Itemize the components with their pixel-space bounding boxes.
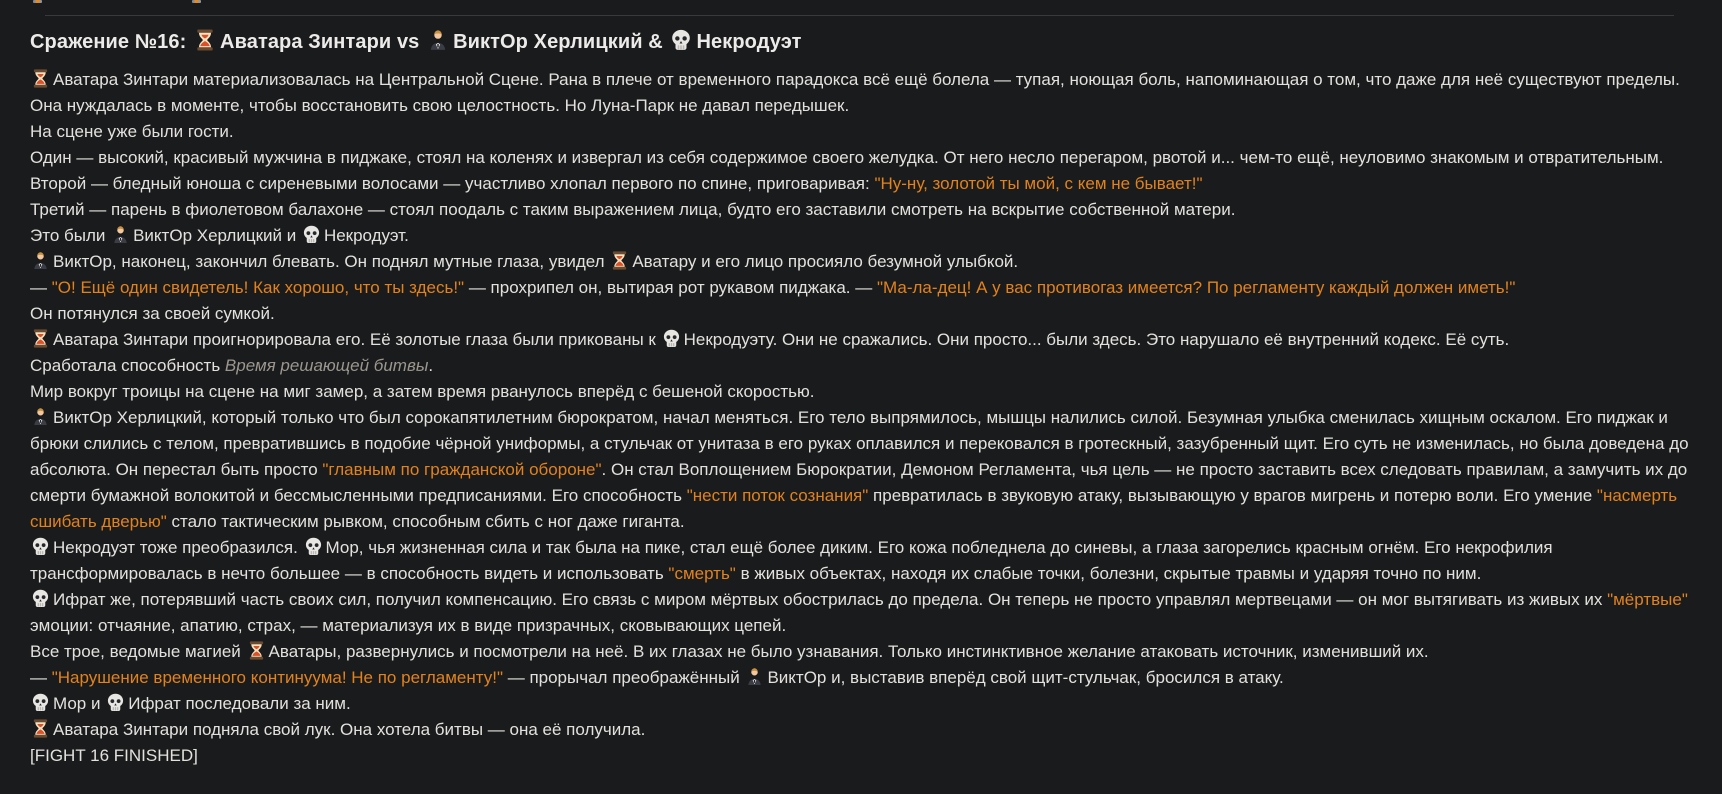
skull-icon (670, 29, 692, 51)
log-text: Сражение №16: (30, 31, 193, 53)
log-text: . (428, 356, 434, 375)
log-text: стало тактическим рывком, способным сбить с ног даже гиганта. (166, 512, 685, 531)
bureaucrat-icon (745, 667, 764, 686)
log-line (30, 639, 1692, 665)
hourglass-icon (247, 641, 266, 660)
log-text: Третий — парень в фиолетовом балахоне — стоял поодаль с таким выражением лица, будто его заставили смотреть на вскрытие собственной матери. (30, 200, 1236, 219)
log-text: Некродуэту. Они не сражались. Они просто... были здесь. Это нарушало её внутренний кодекс. Её суть. (683, 330, 1510, 349)
log-line (30, 691, 1692, 717)
skull-icon (31, 589, 50, 608)
log-line (30, 379, 1692, 405)
log-line (30, 587, 1692, 639)
log-line (30, 197, 1692, 223)
log-text: Аватару и его лицо просияло безумной улыбкой. (632, 252, 1019, 271)
log-text: Один — высокий, красивый мужчина в пиджаке, стоял на коленях и извергал из себя содержимое своего желудка. От него несло перегаром, рвотой и... чем-то ещё, неуловимо знакомым и отвратительным. (30, 148, 1664, 167)
log-line (30, 301, 1692, 327)
log-line (30, 665, 1692, 691)
battle-log (30, 67, 1692, 769)
battle-report (30, 28, 1692, 769)
log-text: Он потянулся за своей сумкой. (30, 304, 275, 323)
quote-text: "мёртвые" (1607, 590, 1688, 609)
log-text: ВиктОр Херлицкий и (133, 226, 301, 245)
log-text: Некродуэт (696, 31, 802, 53)
log-text: Сработала способность (30, 356, 225, 375)
log-text: Аватара Зинтари проигнорировала его. Её золотые глаза были прикованы к (53, 330, 661, 349)
log-text: ВиктОр Херлицкий, который только что был сорокапятилетним бюрократом, начал меняться. Его тело выпрямилось, мышцы налились силой. Безумная улыбка сменилась хищным оскалом. Его пиджак и брюки слились с телом, превратившись в подобие чёрной униформы, а стульчак от унитаза в его руках оплавился и перековался в гротескный, зазубренный щит. Его суть не изменилась, но была доведена до абсолюта. Он перестал быть просто (30, 408, 1689, 479)
skull-icon (31, 537, 50, 556)
cutoff-emoji-fragment (192, 0, 201, 3)
bureaucrat-icon (31, 407, 50, 426)
log-text: Это были (30, 226, 111, 245)
log-line (30, 327, 1692, 353)
log-text: Некродуэт. (323, 226, 409, 245)
log-line (30, 353, 1692, 379)
log-text: Аватара Зинтари подняла свой лук. Она хотела битвы — она её получила. (53, 720, 646, 739)
log-text: Все трое, ведомые магией (30, 642, 246, 661)
log-line (30, 223, 1692, 249)
hourglass-icon (610, 251, 629, 270)
log-text: Мор и (53, 694, 106, 713)
skull-icon (302, 225, 321, 244)
log-line (30, 119, 1692, 145)
section-divider (45, 15, 1674, 16)
bureaucrat-icon (427, 29, 449, 51)
log-text: Ифрат последовали за ним. (128, 694, 351, 713)
hourglass-icon (31, 69, 50, 88)
skull-icon (304, 537, 323, 556)
log-text: Ифрат же, потерявший часть своих сил, получил компенсацию. Его связь с миром мёртвых обострилась до предела. Он теперь не просто управлял мертвецами — он мог вытягивать из живых их (53, 590, 1608, 609)
log-text: ВиктОр, наконец, закончил блевать. Он поднял мутные глаза, увидел (53, 252, 610, 271)
quote-text: "нести поток сознания" (686, 486, 869, 505)
quote-text: "главным по гражданской обороне" (322, 460, 602, 479)
log-text: Мор, чья жизненная сила и так была на пике, стал ещё более диким. Его кожа побледнела до синевы, а глаза загорелись красным огнём. Его некрофилия трансформировалась в нечто большее — в способность видеть и использовать (30, 538, 1553, 583)
log-text: Аватара Зинтари материализовалась на Центральной Сцене. Рана в плече от временного парадокса всё ещё болела — тупая, ноющая боль, напоминающая о том, что даже для неё существуют пределы. Она нуждалась в моменте, чтобы восстановить свою целостность. Но Луна-Парк не давал передышек. (30, 70, 1680, 115)
log-line (30, 171, 1692, 197)
hourglass-icon (194, 29, 216, 51)
skull-icon (662, 329, 681, 348)
log-text: [FIGHT 16 FINISHED] (30, 746, 198, 765)
log-line (30, 275, 1692, 301)
log-text: Аватары, развернулись и посмотрели на неё. В их глазах не было узнавания. Только инстинктивное желание атаковать источник, изменивший их. (268, 642, 1429, 661)
log-text: . Он стал Воплощением Бюрократии, Демоном Регламента, чья цель — не просто заставить всех следовать правилам, а замучить их до смерти бумажной волокитой и бессмысленными предписаниями. Его способность (30, 460, 1688, 505)
log-text: ВиктОр и, выставив вперёд свой щит-стульчак, бросился в атаку. (767, 668, 1284, 687)
log-line (30, 717, 1692, 743)
log-text: — (30, 668, 52, 687)
fight-finished-line (30, 743, 1692, 769)
log-text: в живых объектах, находя их слабые точки, болезни, скрытые травмы и ударяя точно по ним. (735, 564, 1482, 583)
hourglass-icon (31, 719, 50, 738)
log-text: Мир вокруг троицы на сцене на миг замер, а затем время рванулось вперёд с бешеной скоростью. (30, 382, 815, 401)
log-text: — (30, 278, 52, 297)
skull-icon (106, 693, 125, 712)
bureaucrat-icon (31, 251, 50, 270)
log-text: — прохрипел он, вытирая рот рукавом пиджака. — (464, 278, 877, 297)
quote-text: "Ма-ла-дец! А у вас противогаз имеется? По регламенту каждый должен иметь!" (876, 278, 1516, 297)
log-text: эмоции: отчаяние, апатию, страх, — материализуя их в виде призрачных, сковывающих цепей. (30, 616, 787, 635)
log-line (30, 249, 1692, 275)
log-text: ВиктОр Херлицкий & (453, 31, 669, 53)
cutoff-emoji-fragment (33, 0, 42, 3)
log-line (30, 67, 1692, 119)
quote-text: "насмерть сшибать дверью" (30, 486, 1678, 531)
log-text: — прорычал преображённый (503, 668, 745, 687)
log-text: Некродуэт тоже преобразился. (53, 538, 303, 557)
log-line (30, 405, 1692, 535)
log-line (30, 145, 1692, 171)
quote-text: "Ну-ну, золотой ты мой, с кем не бывает!" (874, 174, 1203, 193)
log-line (30, 535, 1692, 587)
hourglass-icon (31, 329, 50, 348)
log-text: На сцене уже были гости. (30, 122, 234, 141)
log-text: Аватара Зинтари vs (220, 31, 426, 53)
ability-name: Время решающей битвы (224, 356, 429, 375)
log-text: превратилась в звуковую атаку, вызывающую у врагов мигрень и потерю воли. Его умение (868, 486, 1597, 505)
quote-text: "Нарушение временного континуума! Не по регламенту!" (51, 668, 503, 687)
battle-title (30, 28, 1692, 56)
bureaucrat-icon (111, 225, 130, 244)
log-text: Второй — бледный юноша с сиреневыми волосами — участливо хлопал первого по спине, приговаривая: (30, 174, 875, 193)
quote-text: "О! Ещё один свидетель! Как хорошо, что ты здесь!" (51, 278, 465, 297)
quote-text: "смерть" (668, 564, 736, 583)
skull-icon (31, 693, 50, 712)
